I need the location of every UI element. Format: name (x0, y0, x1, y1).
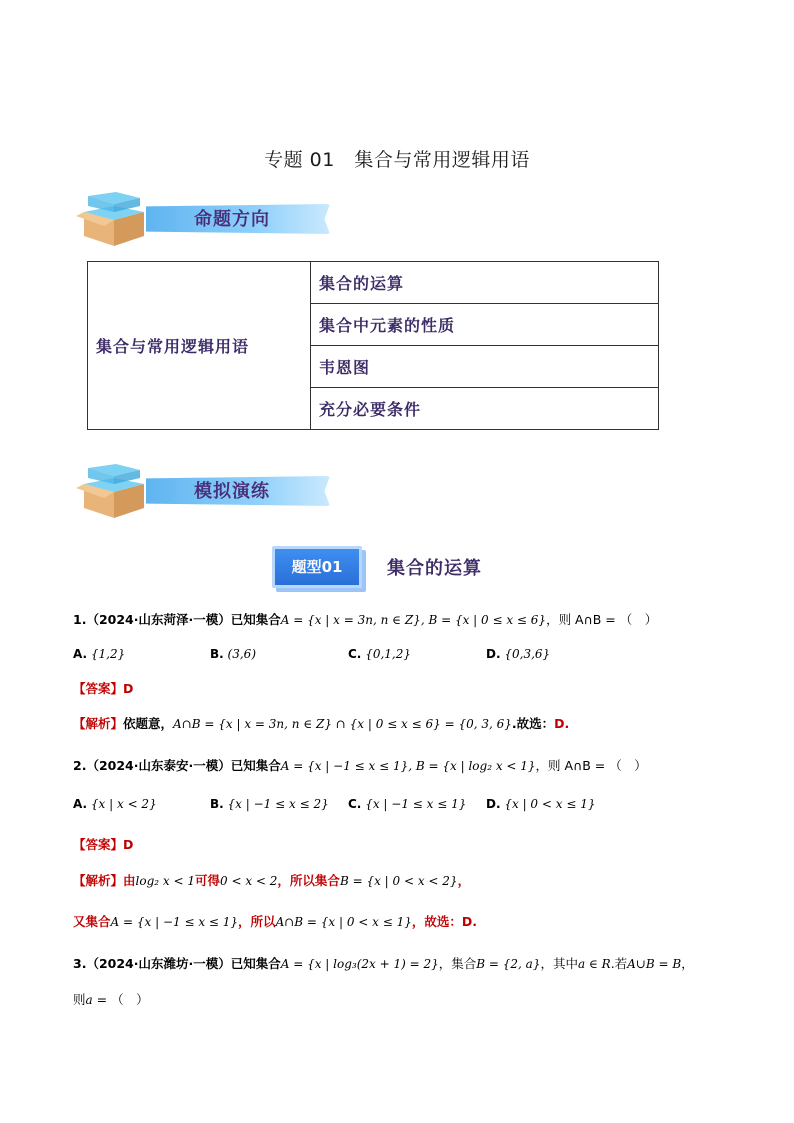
analysis-text: ，所以集合 (277, 873, 340, 888)
q1-options (73, 647, 713, 665)
analysis-math: A∩B = {x | x = 3n, n ∈ Z} ∩ {x | 0 ≤ x ≤ 6} = {0, 3, 6} (173, 717, 512, 731)
q2-suffix: ，则 A∩B = （ ） (535, 758, 647, 773)
box-icon (74, 186, 154, 250)
answer-value: D (123, 681, 134, 696)
box-icon (74, 458, 154, 522)
q3-text: = （ ） (92, 992, 149, 1007)
q1-stem (73, 610, 657, 628)
topic-item: 集合中元素的性质 (311, 304, 659, 346)
answer-value: D (123, 837, 134, 852)
analysis-text: ， (457, 873, 471, 888)
q3-prefix: 3.（2024·山东潍坊·一模）已知集合 (73, 956, 281, 971)
q2-analysis-line2 (73, 912, 477, 930)
analysis-math: B = {x | 0 < x < 2} (339, 874, 458, 888)
q3-text: .若 (610, 956, 628, 971)
answer-label: 【答案】 (73, 837, 124, 852)
question-type-badge: 题型01 (272, 546, 362, 588)
section-label: 模拟演练 (194, 481, 270, 502)
analysis-math: 0 < x < 2 (220, 874, 278, 888)
option-value: {0,3,6} (504, 647, 551, 661)
topics-main-cell: 集合与常用逻辑用语 (88, 262, 311, 430)
option-value: {x | −1 ≤ x ≤ 2} (227, 797, 329, 811)
section-label: 命题方向 (194, 209, 270, 230)
option-value: {1,2} (90, 647, 126, 661)
q2-math: A = {x | −1 ≤ x ≤ 1}, B = {x | log₂ x < 1} (280, 759, 536, 773)
analysis-choice: D. (554, 716, 570, 731)
analysis-math: A∩B = {x | 0 < x ≤ 1} (275, 915, 412, 929)
option-value: {x | x < 2} (90, 797, 157, 811)
q3-text: 则 (73, 992, 86, 1007)
analysis-math: log₂ x < 1 (135, 874, 195, 888)
q3-stem (73, 954, 694, 972)
q3-text: ，其中 (540, 956, 578, 971)
option-letter: B. (210, 797, 224, 811)
option-letter: C. (348, 647, 362, 661)
q3-math: A∪B = B (627, 957, 682, 971)
analysis-text: ，故选： (411, 914, 462, 929)
analysis-label: 【解析】 (73, 716, 124, 731)
option-value: {0,1,2} (365, 647, 412, 661)
option-letter: D. (486, 797, 501, 811)
q3-text: ， (681, 956, 694, 971)
option-value: {x | −1 ≤ x ≤ 1} (365, 797, 467, 811)
topic-item: 充分必要条件 (311, 388, 659, 430)
analysis-text: ，所以 (238, 914, 276, 929)
analysis-text: .故选： (511, 716, 555, 731)
q3-math: a (85, 993, 93, 1007)
q2-analysis-line1 (73, 871, 470, 889)
section-banner-practice (74, 458, 334, 522)
q2-prefix: 2.（2024·山东泰安·一模）已知集合 (73, 758, 281, 773)
option-letter: B. (210, 647, 224, 661)
q2-answer (73, 835, 133, 853)
section-banner-direction (74, 186, 334, 250)
analysis-text: 依题意， (123, 716, 174, 731)
analysis-math: A = {x | −1 ≤ x ≤ 1} (110, 915, 239, 929)
option-letter: A. (73, 647, 88, 661)
option-value: (3,6) (227, 647, 256, 661)
topic-item: 集合的运算 (311, 262, 659, 304)
q1-suffix: ，则 A∩B = （ ） (546, 612, 658, 627)
option-letter: D. (486, 647, 501, 661)
page-title: 专题 01 集合与常用逻辑用语 (264, 149, 530, 171)
analysis-text: 由 (123, 873, 136, 888)
topic-item: 韦恩图 (311, 346, 659, 388)
q1-prefix: 1.（2024·山东菏泽·一模）已知集合 (73, 612, 281, 627)
analysis-choice: D. (461, 914, 478, 929)
q3-text: ，集合 (438, 956, 477, 971)
q1-math: A = {x | x = 3n, n ∈ Z}, B = {x | 0 ≤ x ≤ 6} (280, 613, 547, 627)
analysis-text: 又集合 (73, 914, 111, 929)
analysis-text: 可得 (195, 873, 221, 888)
topics-table (87, 261, 659, 430)
answer-label: 【答案】 (73, 681, 124, 696)
q1-answer (73, 679, 133, 697)
option-value: {x | 0 < x ≤ 1} (504, 797, 596, 811)
q3-math: a ∈ R (577, 957, 611, 971)
q2-stem (73, 756, 647, 774)
option-letter: A. (73, 797, 88, 811)
q3-stem-line2 (73, 990, 149, 1008)
q1-analysis (73, 714, 569, 732)
option-letter: C. (348, 797, 362, 811)
q3-math: A = {x | log₃(2x + 1) = 2} (280, 957, 439, 971)
q2-options (73, 797, 713, 815)
q3-math: B = {2, a} (476, 957, 541, 971)
question-type-title: 集合的运算 (387, 558, 482, 579)
analysis-label: 【解析】 (73, 873, 124, 888)
